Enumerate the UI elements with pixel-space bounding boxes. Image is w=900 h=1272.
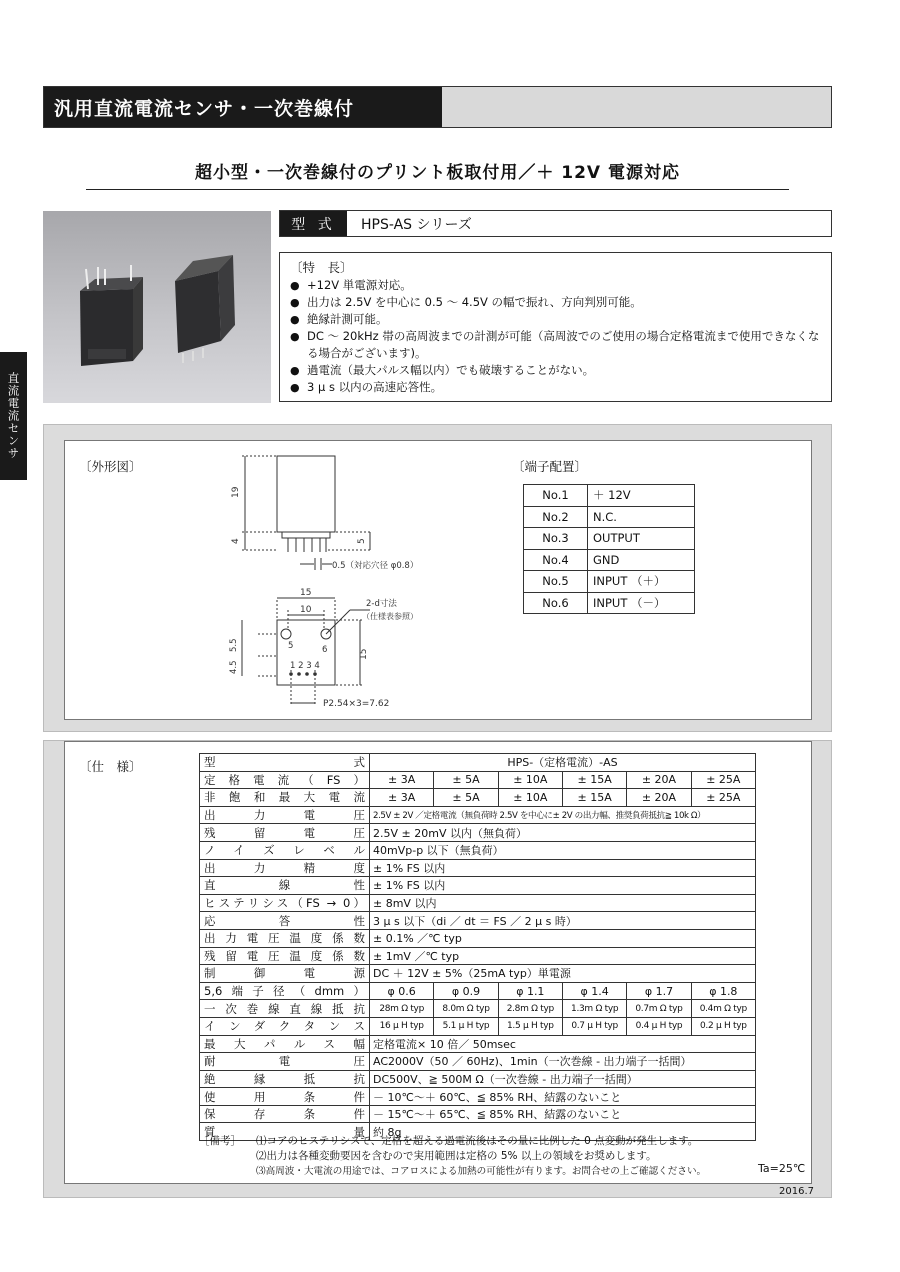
pin-no: No.5 <box>524 571 588 593</box>
ambient-temp: Ta=25℃ <box>758 1162 806 1175</box>
table-row <box>200 1017 756 1035</box>
pin-label-5: 5 <box>288 641 294 651</box>
features-title: 〔特 長〕 <box>290 260 353 275</box>
spec-label: ノイズレベル <box>200 841 370 859</box>
pin-name: OUTPUT <box>588 528 695 550</box>
spec-title: 〔仕 様〕 <box>79 759 142 774</box>
table-row <box>200 824 756 842</box>
spec-value: ± 8mV 以内 <box>370 894 756 912</box>
spec-value: － 10℃～＋ 60℃、≦ 85% RH、結露のないこと <box>370 1088 756 1106</box>
table-row <box>200 789 756 807</box>
table-row <box>200 1088 756 1106</box>
spec-cell: 8.0m Ω typ <box>434 1000 498 1018</box>
spec-cell: 5.1 μ H typ <box>434 1017 498 1035</box>
pinout-table <box>523 484 695 614</box>
outline-title: 〔外形図〕 <box>79 459 142 474</box>
spec-label: 残留電圧 <box>200 824 370 842</box>
table-row <box>200 859 756 877</box>
table-row <box>524 571 695 593</box>
table-row <box>524 528 695 550</box>
model-value: HPS-AS シリーズ <box>361 216 472 233</box>
spec-value: DC ＋ 12V ± 5%（25mA typ）単電源 <box>370 965 756 983</box>
header-bar <box>43 86 832 128</box>
dim-pitch: P2.54×3=7.62 <box>323 699 390 709</box>
pin-no: No.1 <box>524 485 588 507</box>
notes <box>199 1134 706 1179</box>
table-row <box>200 982 756 1000</box>
spec-cell: 0.2 μ H typ <box>691 1017 755 1035</box>
spec-label: 出力精度 <box>200 859 370 877</box>
side-tab: 直流電流センサ <box>0 352 27 480</box>
dim-v55: 5.5 <box>229 638 239 652</box>
pin-name: GND <box>588 549 695 571</box>
spec-value: 3 μ s 以下（di ／ dt ＝ FS ／ 2 μ s 時） <box>370 912 756 930</box>
spec-table <box>199 753 756 1141</box>
edition-date: 2016.7 <box>779 1186 814 1197</box>
model-box <box>279 210 832 237</box>
dim-w10: 10 <box>300 605 312 615</box>
product-photo-graphic <box>43 211 271 403</box>
feature-item: ● 3 μ s 以内の高速応答性。 <box>290 379 821 396</box>
table-row <box>200 947 756 965</box>
table-row <box>524 506 695 528</box>
spec-value: ± 1mV ／℃ typ <box>370 947 756 965</box>
feature-item: ● 過電流（最大パルス幅以内）でも破壊することがない。 <box>290 362 821 379</box>
spec-cell: ± 20A <box>627 771 691 789</box>
dim-2d: 2-d寸法 <box>366 599 397 609</box>
note-line: ⑶高周波・大電流の用途では、コアロスによる加熱の可能性が有ります。お問合せの上ご確認ください。 <box>256 1166 707 1177</box>
spec-label: 質量 <box>200 1123 370 1141</box>
spec-value: ± 1% FS 以内 <box>370 859 756 877</box>
table-row <box>200 806 756 824</box>
table-row <box>200 929 756 947</box>
note-row <box>199 1149 706 1164</box>
features-box <box>279 252 832 402</box>
pin-labels-1-4: 1 2 3 4 <box>290 661 320 671</box>
spec-cell: ± 20A <box>627 789 691 807</box>
spec-cell: ± 15A <box>562 789 626 807</box>
pin-name: ＋ 12V <box>588 485 695 507</box>
spec-value: AC2000V（50 ／ 60Hz)、1min（一次巻線 - 出力端子一括間） <box>370 1053 756 1071</box>
note-row <box>199 1134 706 1149</box>
spec-label: 直線性 <box>200 877 370 895</box>
dim-h5: 5 <box>357 538 367 544</box>
spec-cell: φ 0.9 <box>434 982 498 1000</box>
table-row <box>200 1105 756 1123</box>
notes-spacer <box>199 1149 256 1164</box>
pin-no: No.4 <box>524 549 588 571</box>
spec-value: 約 8g <box>370 1123 756 1141</box>
feature-item: ● 絶縁計測可能。 <box>290 311 821 328</box>
spec-cell: 28m Ω typ <box>370 1000 434 1018</box>
note-line: ⑵出力は各種変動要因を含むので実用範囲は定格の 5% 以上の領域をお奨めします。 <box>256 1150 657 1162</box>
spec-cell: 1.3m Ω typ <box>562 1000 626 1018</box>
dim-v45: 4.5 <box>229 660 239 674</box>
table-row <box>200 1035 756 1053</box>
spec-label: 出力電圧 <box>200 806 370 824</box>
spec-label: 型式 <box>200 754 370 772</box>
feature-item: ● DC ～ 20kHz 帯の高周波までの計測が可能（高周波でのご使用の場合定格電流まで使用できなくなる場合がございます)。 <box>290 328 821 362</box>
spec-label: 応答性 <box>200 912 370 930</box>
feature-item: ● 出力は 2.5V を中心に 0.5 ～ 4.5V の幅で振れ、方向判別可能。 <box>290 294 821 311</box>
spec-cell: 16 μ H typ <box>370 1017 434 1035</box>
spec-cell: φ 1.1 <box>498 982 562 1000</box>
spec-cell: ± 25A <box>691 789 755 807</box>
table-row <box>200 1000 756 1018</box>
spec-cell: φ 1.4 <box>562 982 626 1000</box>
spec-cell: ± 3A <box>370 771 434 789</box>
spec-cell: φ 0.6 <box>370 982 434 1000</box>
dim-h4: 4 <box>231 538 241 544</box>
spec-cell: 1.5 μ H typ <box>498 1017 562 1035</box>
table-row <box>200 894 756 912</box>
note-line: ⑴コアのヒステリシスで、定格を超える過電流後はその量に比例した 0 点変動が発生します。 <box>256 1135 699 1147</box>
pin-label-6: 6 <box>322 645 328 655</box>
table-row <box>524 592 695 614</box>
dim-h19: 19 <box>231 486 241 498</box>
spec-cell: ± 5A <box>434 771 498 789</box>
spec-cell: ± 15A <box>562 771 626 789</box>
note-row <box>199 1164 706 1179</box>
spec-cell: 0.7 μ H typ <box>562 1017 626 1035</box>
spec-label: インダクタンス <box>200 1017 370 1035</box>
table-row <box>524 485 695 507</box>
page-title: 汎用直流電流センサ・一次巻線付 <box>44 87 442 127</box>
table-row <box>524 549 695 571</box>
pinout-title: 〔端子配置〕 <box>512 459 588 474</box>
spec-cell: 0.4 μ H typ <box>627 1017 691 1035</box>
spec-label: 一次巻線直線抵抗 <box>200 1000 370 1018</box>
notes-spacer <box>199 1164 256 1179</box>
table-row <box>200 912 756 930</box>
pin-name: INPUT （－） <box>588 592 695 614</box>
spec-label: 非飽和最大電流 <box>200 789 370 807</box>
table-row <box>200 877 756 895</box>
spec-cell: ± 10A <box>498 771 562 789</box>
spec-label: 絶縁抵抗 <box>200 1070 370 1088</box>
spec-cell: 0.7m Ω typ <box>627 1000 691 1018</box>
spec-label: 保存条件 <box>200 1105 370 1123</box>
spec-value: 2.5V ± 20mV 以内（無負荷） <box>370 824 756 842</box>
table-row <box>200 1053 756 1071</box>
table-row <box>200 965 756 983</box>
spec-value: 定格電流× 10 倍／ 50msec <box>370 1035 756 1053</box>
dim-spec-ref: （仕様表参照） <box>362 612 418 621</box>
spec-cell: φ 1.8 <box>691 982 755 1000</box>
spec-label: 残留電圧温度係数 <box>200 947 370 965</box>
outline-drawing <box>220 450 480 715</box>
spec-cell: 0.4m Ω typ <box>691 1000 755 1018</box>
notes-head: ［備考］ <box>199 1135 241 1147</box>
spec-label: ヒステリシス（FS → 0） <box>200 894 370 912</box>
pin-name: N.C. <box>588 506 695 528</box>
spec-value: ± 0.1% ／℃ typ <box>370 929 756 947</box>
spec-cell: φ 1.7 <box>627 982 691 1000</box>
model-label: 型 式 <box>280 211 347 236</box>
table-row <box>200 1070 756 1088</box>
spec-cell: 2.8m Ω typ <box>498 1000 562 1018</box>
spec-value: － 15℃～＋ 65℃、≦ 85% RH、結露のないこと <box>370 1105 756 1123</box>
spec-label: 使用条件 <box>200 1088 370 1106</box>
pin-no: No.2 <box>524 506 588 528</box>
spec-cell: ± 3A <box>370 789 434 807</box>
dim-w15: 15 <box>300 588 312 598</box>
table-row <box>200 754 756 772</box>
spec-value: DC500V、≧ 500M Ω（一次巻線 - 出力端子一括間） <box>370 1070 756 1088</box>
spec-value: HPS-（定格電流）-AS <box>370 754 756 772</box>
spec-label: 出力電圧温度係数 <box>200 929 370 947</box>
table-row <box>200 771 756 789</box>
pin-name: INPUT （＋） <box>588 571 695 593</box>
subtitle: 超小型・一次巻線付のプリント板取付用／＋ 12V 電源対応 <box>86 158 789 190</box>
features-list <box>290 277 821 396</box>
product-photo <box>43 211 271 403</box>
pin-no: No.6 <box>524 592 588 614</box>
spec-cell: ± 5A <box>434 789 498 807</box>
spec-label: 制御電源 <box>200 965 370 983</box>
spec-cell: ± 10A <box>498 789 562 807</box>
spec-label: 5,6端子径（dmm） <box>200 982 370 1000</box>
table-row <box>200 841 756 859</box>
spec-label: 最大パルス幅 <box>200 1035 370 1053</box>
spec-label: 耐電圧 <box>200 1053 370 1071</box>
dim-v15: 15 <box>359 648 369 660</box>
spec-label: 定格電流（FS） <box>200 771 370 789</box>
pin-no: No.3 <box>524 528 588 550</box>
spec-value: 2.5V ± 2V ／定格電流（無負荷時 2.5V を中心に± 2V の出力幅、推奨負荷抵抗≧ 10k Ω） <box>370 806 756 824</box>
header-fill <box>442 87 831 127</box>
spec-cell: ± 25A <box>691 771 755 789</box>
spec-value: ± 1% FS 以内 <box>370 877 756 895</box>
feature-item: ● +12V 単電源対応。 <box>290 277 821 294</box>
dim-hole: 0.5（対応穴径 φ0.8） <box>332 561 419 571</box>
spec-value: 40mVp-p 以下（無負荷） <box>370 841 756 859</box>
